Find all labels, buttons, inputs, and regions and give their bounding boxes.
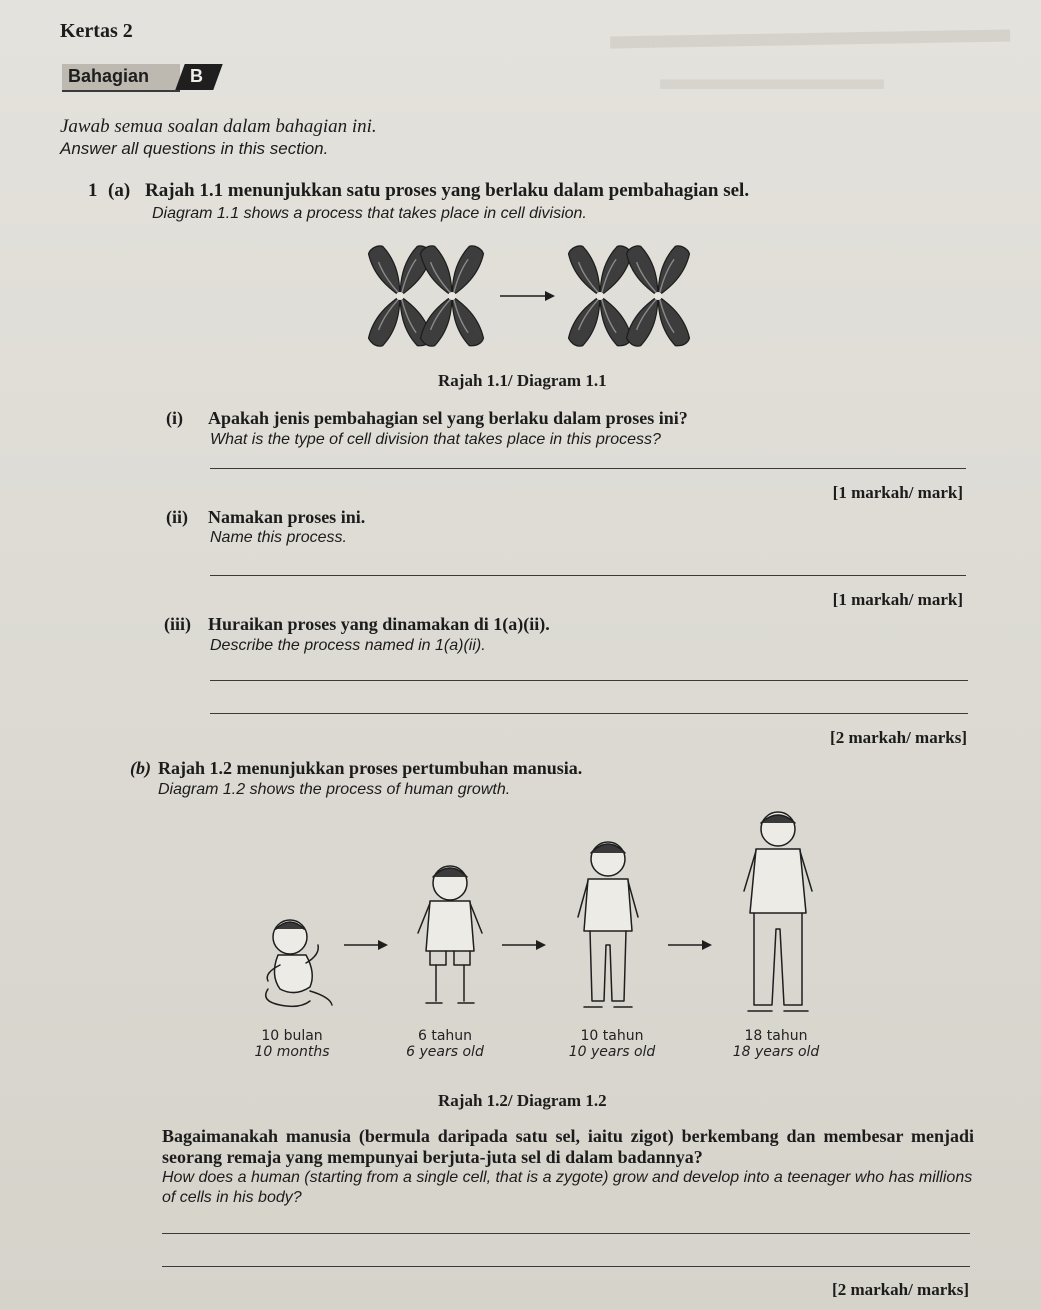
section-banner bbox=[62, 64, 222, 92]
sub-i-question-en: What is the type of cell division that takes place in this process? bbox=[210, 431, 661, 448]
growth-arrow-3 bbox=[668, 940, 712, 950]
part-a-statement-en: Diagram 1.1 shows a process that takes place in cell division. bbox=[152, 205, 587, 222]
section-label: Bahagian bbox=[68, 66, 150, 86]
answer-line-i[interactable] bbox=[210, 468, 966, 469]
growth-arrow-1 bbox=[344, 940, 388, 950]
part-b-statement-en: Diagram 1.2 shows the process of human growth. bbox=[158, 781, 511, 798]
paper-label: Kertas 2 bbox=[60, 20, 133, 42]
chromosome-right-a bbox=[565, 243, 635, 350]
age-3-ms: 10 tahun bbox=[580, 1028, 644, 1044]
sub-ii-label: (ii) bbox=[166, 507, 188, 527]
sub-iii-question-en: Describe the process named in 1(a)(ii). bbox=[210, 637, 486, 654]
show-through-heading: ▬▬▬▬▬▬▬▬▬▬ bbox=[609, 5, 1011, 58]
age-label-1 bbox=[244, 1028, 340, 1060]
diagram-human-growth bbox=[240, 805, 840, 1030]
diagram-chromosomes bbox=[360, 238, 700, 358]
diagram1-caption: Rajah 1.1/ Diagram 1.1 bbox=[438, 371, 607, 390]
instruction-ms: Jawab semua soalan dalam bahagian ini. bbox=[60, 116, 377, 137]
age-label-3 bbox=[560, 1028, 664, 1060]
chromosome-left-b bbox=[417, 243, 487, 350]
diagram-arrowhead-1 bbox=[545, 291, 555, 301]
part-a-statement-ms: Rajah 1.1 menunjukkan satu proses yang berlaku dalam pembahagian sel. bbox=[145, 180, 750, 201]
figure-child-10 bbox=[578, 842, 638, 1007]
figure-child-6 bbox=[418, 866, 482, 1003]
marks-i: [1 markah/ mark] bbox=[832, 483, 963, 502]
sub-ii-question-ms: Namakan proses ini. bbox=[208, 507, 366, 527]
diagram2-caption: Rajah 1.2/ Diagram 1.2 bbox=[438, 1091, 607, 1110]
age-4-ms: 18 tahun bbox=[744, 1028, 808, 1044]
part-b-label: (b) bbox=[130, 758, 151, 778]
figure-baby bbox=[266, 920, 332, 1006]
question-number: 1 bbox=[88, 180, 98, 201]
sub-i-label: (i) bbox=[166, 408, 183, 428]
answer-line-b-1[interactable] bbox=[162, 1233, 970, 1234]
age-2-en: 6 years old bbox=[406, 1044, 484, 1060]
answer-line-iii-2[interactable] bbox=[210, 713, 968, 714]
age-1-en: 10 months bbox=[254, 1044, 330, 1060]
answer-line-ii[interactable] bbox=[210, 575, 966, 576]
answer-line-b-2[interactable] bbox=[162, 1266, 970, 1267]
show-through-subheading: ▬▬▬▬▬▬▬ bbox=[660, 60, 884, 96]
age-4-en: 18 years old bbox=[732, 1044, 820, 1060]
sub-iii-label: (iii) bbox=[164, 614, 191, 634]
marks-b: [2 markah/ marks] bbox=[832, 1280, 969, 1299]
age-label-4 bbox=[728, 1028, 824, 1060]
age-3-en: 10 years old bbox=[568, 1044, 656, 1060]
answer-line-iii-1[interactable] bbox=[210, 680, 968, 681]
age-2-ms: 6 tahun bbox=[417, 1028, 473, 1044]
part-b-statement-ms: Rajah 1.2 menunjukkan proses pertumbuhan manusia. bbox=[158, 758, 583, 778]
instruction-en: Answer all questions in this section. bbox=[60, 139, 329, 158]
figure-teen-18 bbox=[744, 812, 812, 1011]
sub-i-question-ms: Apakah jenis pembahagian sel yang berlaku dalam proses ini? bbox=[208, 408, 688, 428]
growth-arrow-2 bbox=[502, 940, 546, 950]
sub-ii-question-en: Name this process. bbox=[210, 529, 347, 546]
age-label-2 bbox=[400, 1028, 490, 1060]
part-a-label: (a) bbox=[108, 180, 131, 201]
age-1-ms: 10 bulan bbox=[261, 1028, 323, 1044]
section-letter: B bbox=[190, 66, 203, 86]
marks-ii: [1 markah/ mark] bbox=[832, 590, 963, 609]
chromosome-right-b bbox=[623, 243, 693, 350]
marks-iii: [2 markah/ marks] bbox=[830, 728, 967, 747]
part-b-question-en: How does a human (starting from a single cell, that is a zygote) grow and develop into a teenager who has millions of cells in his body? bbox=[162, 1169, 973, 1206]
sub-iii-question-ms: Huraikan proses yang dinamakan di 1(a)(ii). bbox=[208, 614, 550, 634]
part-b-question-ms: Bagaimanakah manusia (bermula daripada satu sel, iaitu zigot) berkembang dan membesar menjadi seorang remaja yang mempunyai berjuta-juta sel di dalam badannya? bbox=[162, 1126, 974, 1167]
